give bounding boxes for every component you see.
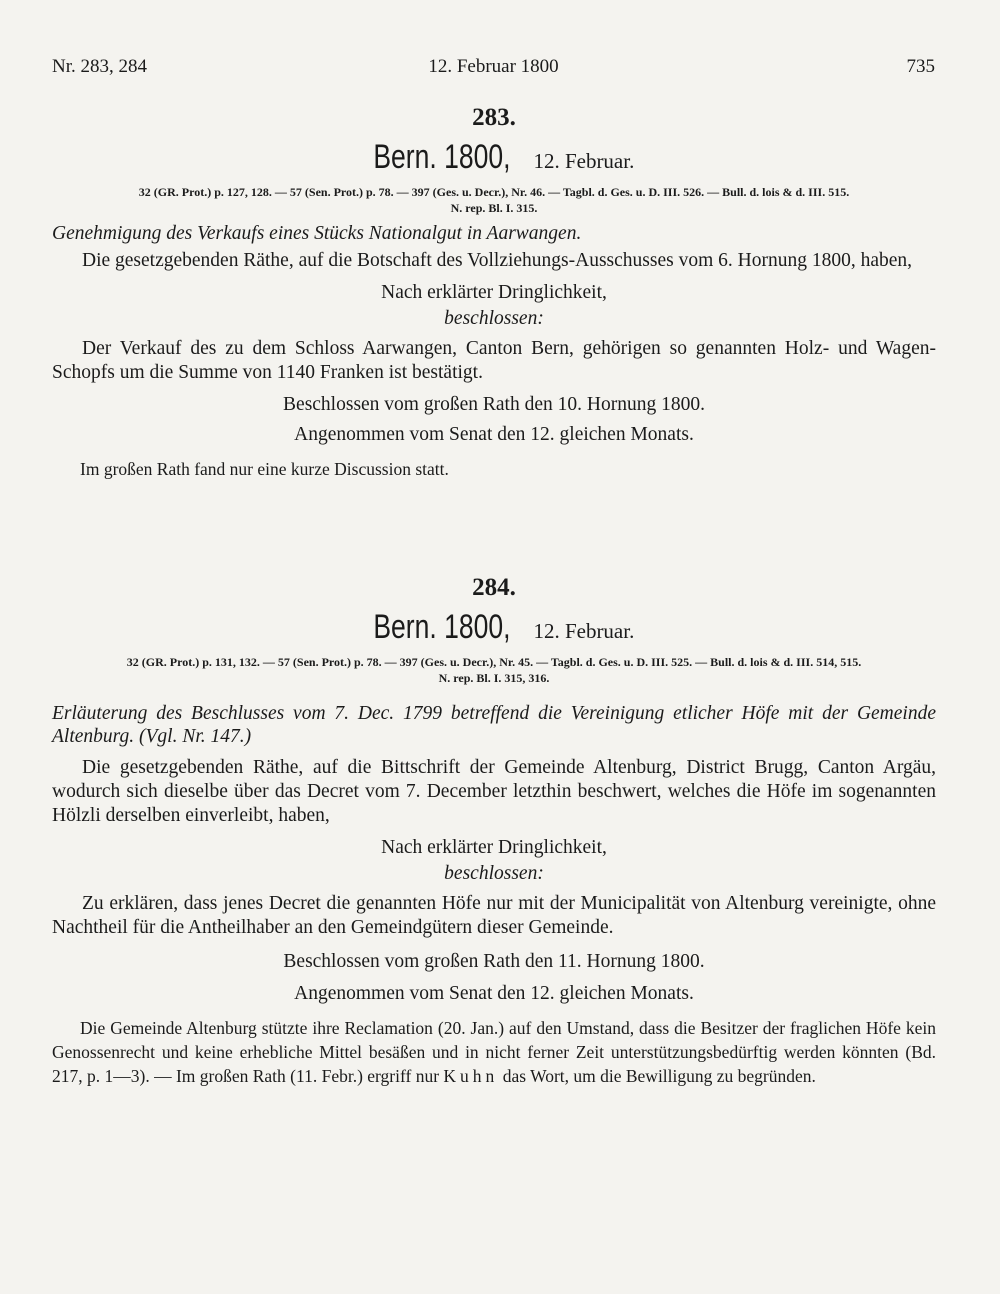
- document-date: 12. Februar.: [533, 149, 635, 173]
- references-line: 32 (GR. Prot.) p. 127, 128. — 57 (Sen. Prot.) p. 78. — 397 (Ges. u. Decr.), Nr. 46. — Tagbl. d. Ges. u. D. III. 526. — Bull. d. lois & d. III. 515.: [138, 185, 850, 199]
- editorial-note: Im großen Rath fand nur eine kurze Discussion statt.: [80, 459, 449, 479]
- note-text: Die Gemeinde Altenburg stützte ihre Reclamation (20. Jan.) auf den Umstand, dass die Besitzer der fraglichen Höfe kein Genossenrecht und keine erhebliche Mittel besäßen und in nicht ferner Zeit unterstützungsbedürftig werden könnten (Bd. 217, p. 1—3). — Im großen Rath (11. Febr.) ergriff nur: [52, 1018, 936, 1086]
- document-284: [52, 574, 936, 1088]
- references-line: N. rep. Bl. I. 315.: [450, 201, 538, 215]
- document-number: 284.: [472, 574, 516, 601]
- closing-great-council: Beschlossen vom großen Rath den 10. Hornung 1800.: [283, 394, 705, 415]
- place-year: Bern. 1800,: [372, 608, 511, 646]
- closing-senate: Angenommen vom Senat den 12. gleichen Monats.: [294, 424, 694, 445]
- document-283: [52, 104, 936, 481]
- preamble: Die gesetzgebenden Räthe, auf die Botschaft des Vollziehungs-Ausschusses vom 6. Hornung 1800, haben,: [82, 250, 913, 271]
- header-date: 12. Februar 1800: [428, 56, 559, 77]
- speaker-name: Kuhn: [443, 1066, 499, 1086]
- resolution-word: beschlossen:: [444, 863, 544, 884]
- header-document-numbers: Nr. 283, 284: [52, 56, 147, 77]
- urgency-clause: Nach erklärter Dringlichkeit,: [381, 282, 607, 303]
- references-line: 32 (GR. Prot.) p. 131, 132. — 57 (Sen. Prot.) p. 78. — 397 (Ges. u. Decr.), Nr. 45. — Tagbl. d. Ges. u. D. III. 525. — Bull. d. lois & d. III. 514, 515.: [126, 655, 862, 669]
- resolution-body: Der Verkauf des zu dem Schloss Aarwangen, Canton Bern, gehörigen so genannten Holz- und Wagen-Schopfs um die Summe von 1140 Franken ist bestätigt.: [52, 338, 936, 383]
- place-year: Bern. 1800,: [372, 138, 511, 176]
- document-heading: [52, 608, 936, 648]
- editorial-note: [52, 1016, 936, 1088]
- page-number: 735: [906, 56, 935, 77]
- closing-senate: Angenommen vom Senat den 12. gleichen Monats.: [294, 983, 694, 1004]
- document-subject: Genehmigung des Verkaufs eines Stücks Nationalgut in Aarwangen.: [52, 223, 582, 244]
- resolution-body: Zu erklären, dass jenes Decret die genannten Höfe nur mit der Municipalität von Altenburg vereinigte, ohne Nachtheil für die Antheilhaber an den Gemeindgütern dieser Gemeinde.: [52, 893, 936, 938]
- references-line: N. rep. Bl. I. 315, 316.: [438, 671, 550, 685]
- note-text: das Wort, um die Bewilligung zu begründen.: [502, 1066, 816, 1086]
- resolution-word: beschlossen:: [444, 308, 544, 329]
- closing-great-council: Beschlossen vom großen Rath den 11. Hornung 1800.: [283, 951, 705, 972]
- running-header: [52, 56, 935, 80]
- urgency-clause: Nach erklärter Dringlichkeit,: [381, 837, 607, 858]
- source-references: [52, 654, 936, 686]
- document-subject: Erläuterung des Beschlusses vom 7. Dec. 1799 betreffend die Vereinigung etlicher Höfe mit der Gemeinde Altenburg. (Vgl. Nr. 147.): [52, 703, 936, 747]
- preamble: Die gesetzgebenden Räthe, auf die Bittschrift der Gemeinde Altenburg, District Brugg, Canton Argäu, wodurch sich dieselbe über das Decret vom 7. December letzthin beschwert, welches die Höfe im sogenannten Hölzli derselben einverleibt, haben,: [52, 757, 936, 826]
- document-number: 283.: [472, 104, 516, 131]
- document-heading: [52, 138, 936, 178]
- document-date: 12. Februar.: [533, 619, 635, 643]
- source-references: [52, 184, 936, 216]
